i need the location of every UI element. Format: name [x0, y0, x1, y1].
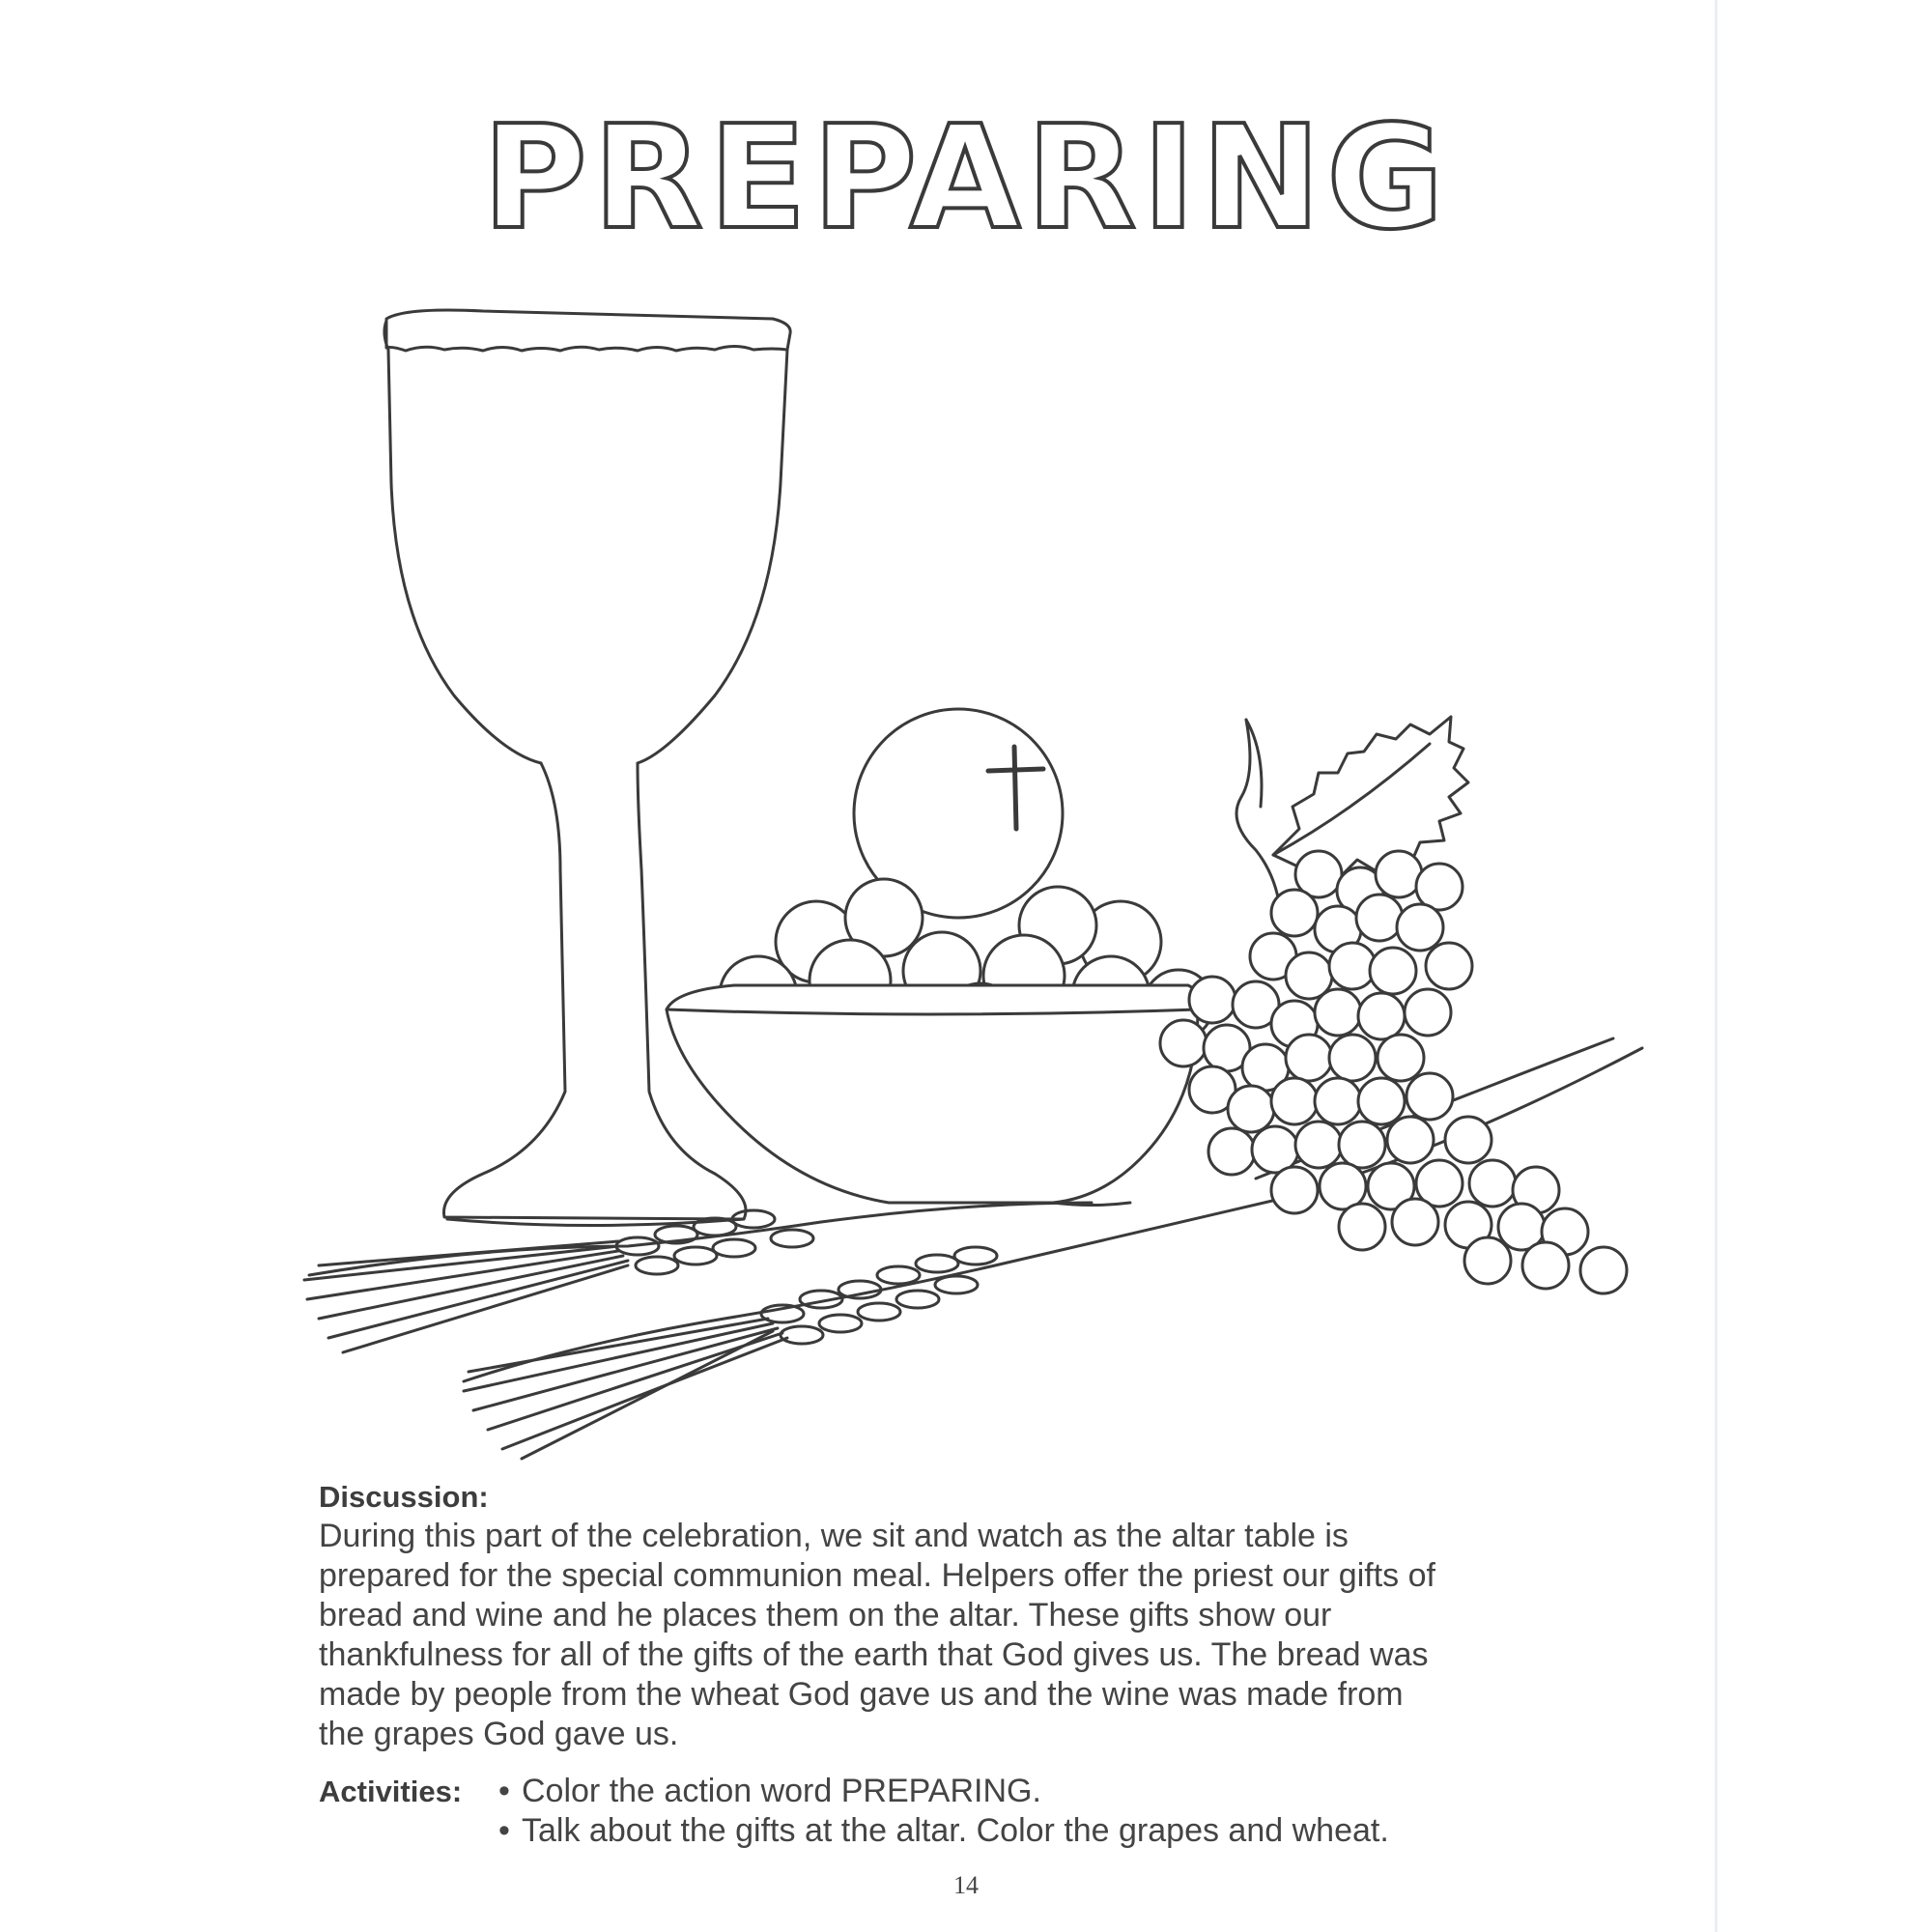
- discussion-line: During this part of the celebration, we sit and watch as the altar table is: [319, 1518, 1349, 1554]
- activities-section: [319, 1772, 1604, 1851]
- discussion-line: the grapes God gave us.: [319, 1716, 679, 1752]
- activities-list: [498, 1772, 1389, 1851]
- activity-item: • Color the action word PREPARING.: [498, 1772, 1389, 1811]
- discussion-line: thankfulness for all of the gifts of the earth that God gives us. The bread was: [319, 1636, 1429, 1673]
- bread-bowl-icon: [667, 985, 1201, 1206]
- discussion-paragraph: [319, 1517, 1604, 1754]
- activities-label: Activities:: [319, 1775, 463, 1808]
- illustration: [0, 290, 1932, 1468]
- page-number: 14: [953, 1871, 979, 1899]
- discussion-line: made by people from the wheat God gave us and the wine was made from: [319, 1676, 1404, 1713]
- page-title: PREPARING: [482, 95, 1450, 261]
- page-title-outline: [0, 0, 1932, 290]
- text-block: [319, 1478, 1604, 1851]
- grapes-icon: [1160, 851, 1627, 1293]
- discussion-line: bread and wine and he places them on the altar. These gifts show our: [319, 1597, 1332, 1634]
- discussion-line: prepared for the special communion meal. Helpers offer the priest our gifts of: [319, 1557, 1435, 1594]
- discussion-heading: Discussion:: [319, 1480, 489, 1514]
- activity-item: • Talk about the gifts at the altar. Color the grapes and wheat.: [498, 1811, 1389, 1851]
